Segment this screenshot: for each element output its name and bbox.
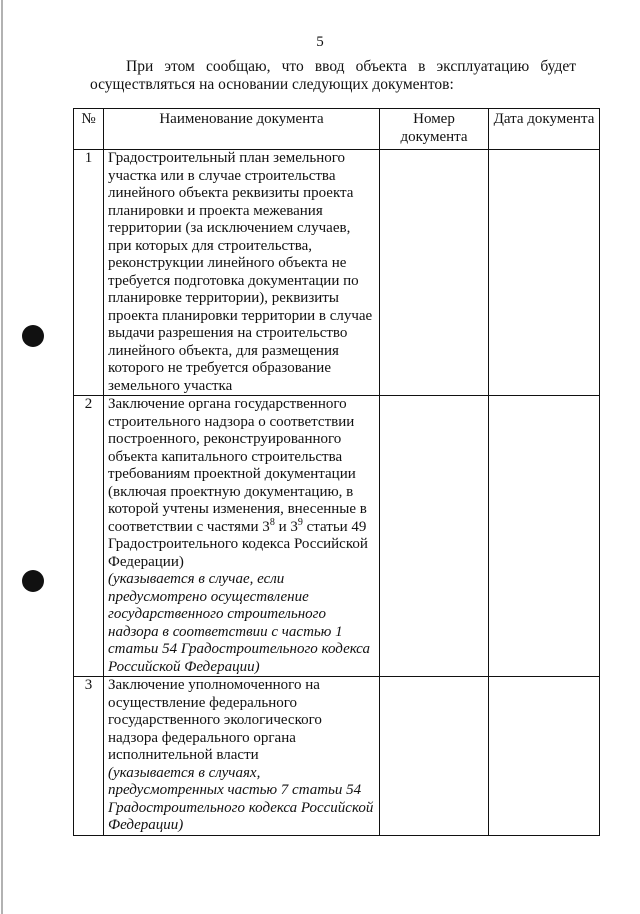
row-doc-number <box>380 677 489 836</box>
header-num: № <box>74 109 104 150</box>
row-document-name <box>104 396 380 677</box>
table-row <box>74 150 600 396</box>
document-name-text: и 3 <box>274 518 298 535</box>
intro-paragraph: При этом сообщаю, что ввод объекта в эксплуатацию будет осуществляться на основании следующих документов: <box>90 58 576 93</box>
document-name-text: Градостроительный план земельного участка или в случае строительства линейного объекта реквизиты проекта планировки и проекта межевания территории (за исключением случаев, при которых для строительства, реконструкции линейного объекта не требуется подготовка документации по планировке территории), реквизиты проекта планировки территории в случае выдачи разрешения на строительство линейного объекта, для размещения которого не требуется образование земельного участка <box>108 150 373 394</box>
table-row <box>74 396 600 677</box>
document-name-text: Заключение органа государственного строительного надзора о соответствии построенного, реконструированного объекта капитального строительства требованиям проектной документации (включая проектную документацию, в которой учтены изменения, внесенные в соответствии с частями 3 <box>108 396 367 535</box>
row-document-name <box>104 677 380 836</box>
superscript: 9 <box>297 516 303 528</box>
table-row <box>74 677 600 836</box>
row-num: 2 <box>74 396 104 677</box>
row-document-name <box>104 150 380 396</box>
document-name-text: Заключение уполномоченного на осуществление федерального государственного экологического надзора федерального органа исполнительной власти <box>108 677 322 763</box>
row-doc-date <box>489 396 600 677</box>
header-doc-number: Номер документа <box>380 109 489 150</box>
row-doc-number <box>380 396 489 677</box>
punch-hole-bottom <box>22 570 44 592</box>
document-note: (указывается в случаях, предусмотренных частью 7 статьи 54 Градостроительного кодекса Российской Федерации) <box>108 764 374 833</box>
row-doc-date <box>489 677 600 836</box>
punch-hole-top <box>22 325 44 347</box>
documents-table <box>73 108 600 836</box>
header-name: Наименование документа <box>104 109 380 150</box>
superscript: 8 <box>269 516 275 528</box>
page-number: 5 <box>316 34 324 50</box>
row-num: 3 <box>74 677 104 836</box>
row-doc-number <box>380 150 489 396</box>
table-header-row <box>74 109 600 150</box>
document-note: (указывается в случае, если предусмотрено осуществление государственного строительного надзора в соответствии с частью 1 статьи 54 Градостроительного кодекса Российской Федерации) <box>108 571 370 675</box>
header-doc-date: Дата документа <box>489 109 600 150</box>
document-name-text: статьи 49 Градостроительного кодекса Российской Федерации) <box>108 518 368 570</box>
scan-edge-mark <box>1 0 3 914</box>
row-num: 1 <box>74 150 104 396</box>
row-doc-date <box>489 150 600 396</box>
